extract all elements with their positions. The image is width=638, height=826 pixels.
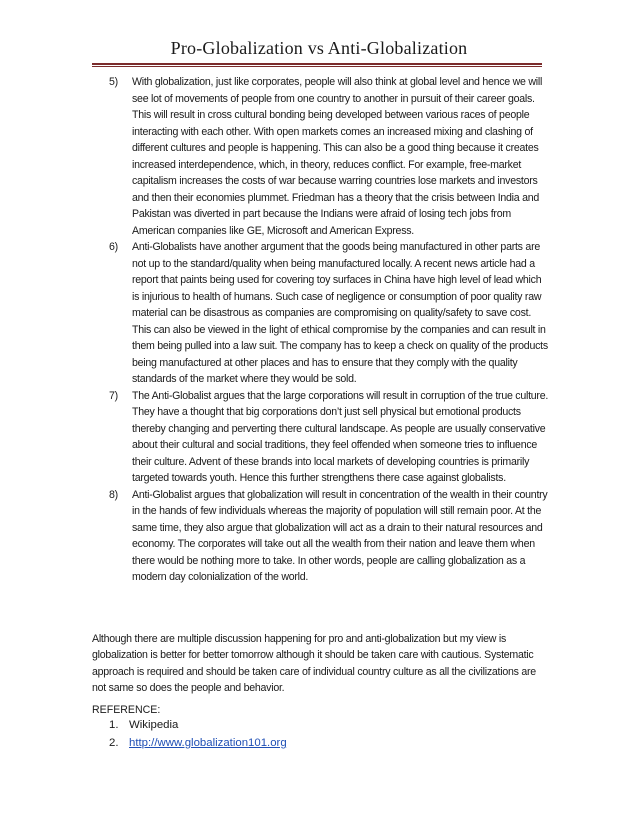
title-underline-thin [92,66,542,67]
title-underline [92,63,542,65]
list-item-number: 6) [109,241,118,253]
conclusion-paragraph: Although there are multiple discussion happening for pro and anti-globalization but my view is globalization is better for better tomorrow although it should be taken care with cautious. Systematic approach is required and should be taken care of individual country culture as all the civilizations are not same so does the people and behavior. [92,633,536,695]
reference-number: 2. [109,737,119,749]
reference-link[interactable]: http://www.globalization101.org [129,737,287,749]
references-list [109,716,509,752]
reference-item [109,716,509,734]
list-item [109,388,549,487]
list-item [109,487,549,586]
list-item-number: 7) [109,389,118,402]
list-item-text: Anti-Globalist argues that globalization will result in concentration of the wealth in their country in the hands of few individuals whereas the majority of population will still remain poor. At the same time, they also argue that globalization will act as a drain to their natural resources and economy. The corporates will take out all the wealth from their nation and leave them when there would be nothing more to take. In other words, people are calling globalization as a modern day colonialization of the world. [132,488,548,583]
list-item-text: With globalization, just like corporates, people will also think at global level and hence we will see lot of movements of people from one country to another in pursuit of their career goals. This will result in cross cultural bonding being developed between various races of people interacting with each other. With open markets comes an increased mixing and clashing of different cultures and people is happening. This can also be a good thing because it creates increased interdependence, which, in theory, reduces conflict. For example, free-market capitalism increases the costs of war because warring countries lose markets and investors and then their economies plummet. Friedman has a theory that the crisis between India and Pakistan was diverted in part because the Indians were afraid of losing tech jobs from American companies like GE, Microsoft and American Express. [132,76,543,237]
reference-number: 1. [109,719,119,731]
argument-list [109,74,549,586]
references-heading: REFERENCE: [92,704,161,716]
page-title: Pro-Globalization vs Anti-Globalization [170,38,468,58]
list-item-number: 8) [109,488,118,501]
list-item-number: 5) [109,76,118,88]
list-item-text: The Anti-Globalist argues that the large corporations will result in corruption of the true culture. They have a thought that big corporations don’t just sell physical but emotional products thereby changing and perverting there cultural landscape. As people are usually conservative about their cultural and social traditions, they feel offended when someone tries to influence their culture. Advent of these brands into local markets of developing countries is primarily targeted towards youth. Hence this further strengthens there case against globalists. [132,389,549,484]
list-item [109,239,549,388]
reference-text: Wikipedia [129,719,179,731]
list-item [109,74,549,239]
list-item-text: Anti-Globalists have another argument that the goods being manufactured in other parts are not up to the standard/quality when being manufactured locally. A recent news article had a report that paints being used for covering toy surfaces in China have high level of lead which is injurious to health of humans. Such case of negligence or consumption of poor quality raw material can be disastrous as companies are compromising on quality/safety to save cost. This can also be viewed in the light of ethical compromise by the companies and can result in them being pulled into a law suit. The company has to keep a check on quality of the products being manufactured at other places and has to ensure that they comply with the quality standards of the market where they would be sold. [132,241,548,385]
reference-item [109,734,509,752]
